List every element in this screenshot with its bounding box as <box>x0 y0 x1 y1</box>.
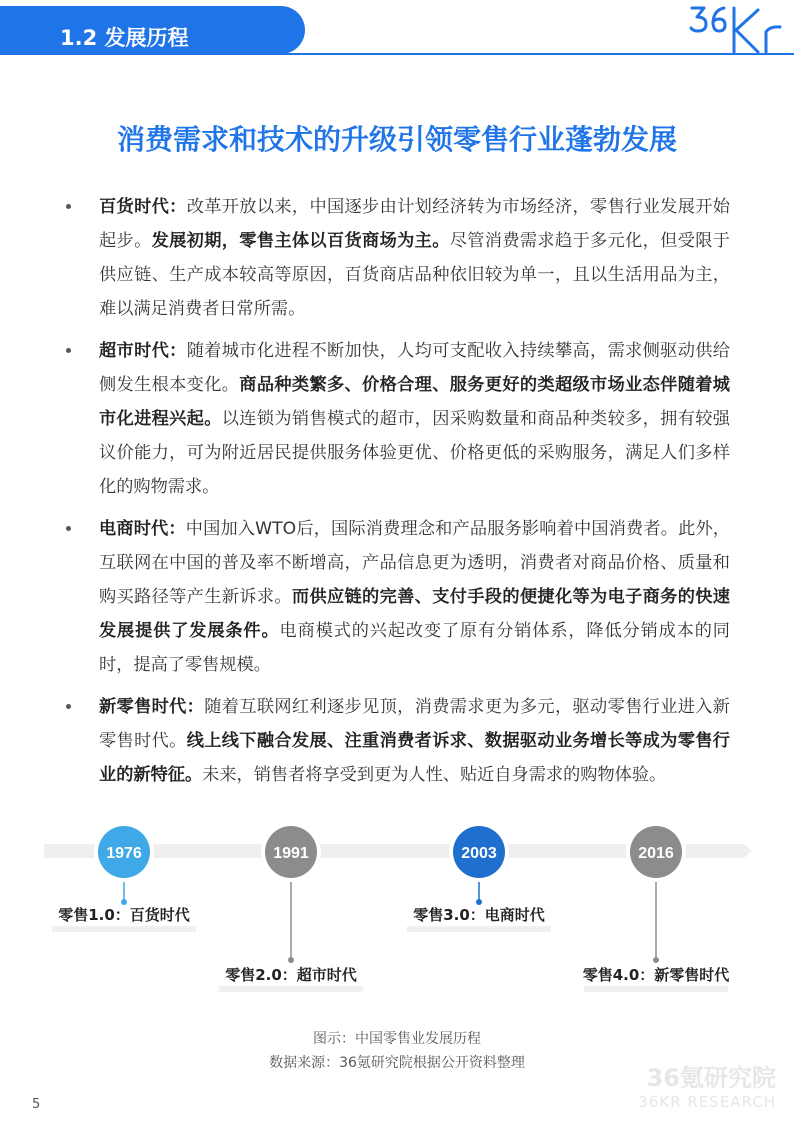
bullet-paragraph <box>99 690 730 792</box>
bullet-dot-icon <box>66 704 71 709</box>
bold-text: 新零售时代： <box>99 697 205 717</box>
bullet-dot-icon <box>66 526 71 531</box>
timeline-year: 2003 <box>461 845 497 862</box>
body-text: 中国加入WTO后，国际消费理念和产品服务影响着中国消费者。此外，互联网在中国的普及率不断增高，产品信息更为透明，消费者对商品价格、质量和购买路径等产生新诉求。 <box>99 519 730 607</box>
timeline-label-underline <box>407 926 551 932</box>
body-text: 随着城市化进程不断加快，人均可支配收入持续攀高，需求侧驱动供给侧发生根本变化。 <box>99 341 730 395</box>
section-title: 1.2 发展历程 <box>60 26 189 50</box>
bold-text: 超市时代： <box>99 341 187 361</box>
bold-text: 线上线下融合发展、注重消费者诉求、数据驱动业务增长等成为零售行业的新特征。 <box>99 731 730 785</box>
body-text: 电商模式的兴起改变了原有分销体系，降低分销成本的同时，提高了零售规模。 <box>99 621 730 675</box>
timeline-node <box>407 822 551 932</box>
timeline-label: 零售3.0：电商时代 <box>413 906 545 924</box>
figure-caption: 图示：中国零售业发展历程 <box>313 1031 481 1047</box>
timeline-arrow-icon <box>744 844 752 858</box>
body-text: 改革开放以来，中国逐步由计划经济转为市场经济，零售行业发展开始起步。 <box>99 197 730 251</box>
bullet-dot-icon <box>66 348 71 353</box>
bold-text: 电商时代： <box>99 519 186 539</box>
bullet-item <box>66 512 730 682</box>
timeline-label: 零售1.0：百货时代 <box>58 906 190 924</box>
timeline-connector-dot <box>288 957 294 963</box>
watermark-line1: 36氪研究院 <box>646 1064 776 1092</box>
timeline-year: 1991 <box>273 845 309 862</box>
bullet-paragraph <box>99 334 730 504</box>
bold-text: 商品种类繁多、价格合理、服务更好的类超级市场业态伴随着城市化进程兴起。 <box>99 375 730 429</box>
bullet-item <box>66 190 730 326</box>
timeline-diagram <box>0 820 794 1000</box>
bold-text: 而供应链的完善、支付手段的便捷化等为电子商务的快速发展提供了发展条件。 <box>99 587 730 641</box>
timeline-year: 2016 <box>638 845 674 862</box>
timeline-node <box>52 822 196 932</box>
body-text: 以连锁为销售模式的超市，因采购数量和商品种类较多，拥有较强议价能力，可为附近居民提供服务体验更优、价格更低的采购服务，满足人们多样化的购物需求。 <box>99 409 730 497</box>
bullet-item <box>66 334 730 504</box>
timeline-label-underline <box>584 986 728 992</box>
timeline-connector-dot <box>476 899 482 905</box>
body-text: 未来，销售者将享受到更为人性、贴近自身需求的购物体验。 <box>202 765 667 785</box>
bullet-paragraph <box>99 512 730 682</box>
bold-text: 发展初期，零售主体以百货商场为主。 <box>151 231 450 251</box>
36kr-logo <box>684 0 794 54</box>
watermark <box>638 1058 776 1111</box>
bullet-list <box>66 190 730 800</box>
timeline-label-underline <box>52 926 196 932</box>
timeline-label: 零售4.0：新零售时代 <box>582 966 730 984</box>
body-text: 尽管消费需求趋于多元化，但受限于供应链、生产成本较高等原因，百货商店品种依旧较为单一，且以生活用品为主，难以满足消费者日常所需。 <box>99 231 730 319</box>
header-divider <box>0 53 794 55</box>
body-text: 随着互联网红利逐步见顶，消费需求更为多元，驱动零售行业进入新零售时代。 <box>99 697 730 751</box>
timeline-label: 零售2.0：超市时代 <box>225 966 357 984</box>
timeline-label-underline <box>219 986 363 992</box>
bullet-paragraph <box>99 190 730 326</box>
main-title: 消费需求和技术的升级引领零售行业蓬勃发展 <box>116 123 677 156</box>
bullet-dot-icon <box>66 204 71 209</box>
page-header <box>0 0 794 54</box>
timeline-connector-dot <box>121 899 127 905</box>
bullet-item <box>66 690 730 792</box>
watermark-line2: 36KR RESEARCH <box>638 1093 776 1111</box>
timeline-year: 1976 <box>106 845 142 862</box>
source-caption: 数据来源：36氪研究院根据公开资料整理 <box>269 1055 525 1071</box>
timeline-connector-dot <box>653 957 659 963</box>
bold-text: 百货时代： <box>99 197 187 217</box>
page-number: 5 <box>32 1097 41 1112</box>
section-tab <box>0 6 305 54</box>
